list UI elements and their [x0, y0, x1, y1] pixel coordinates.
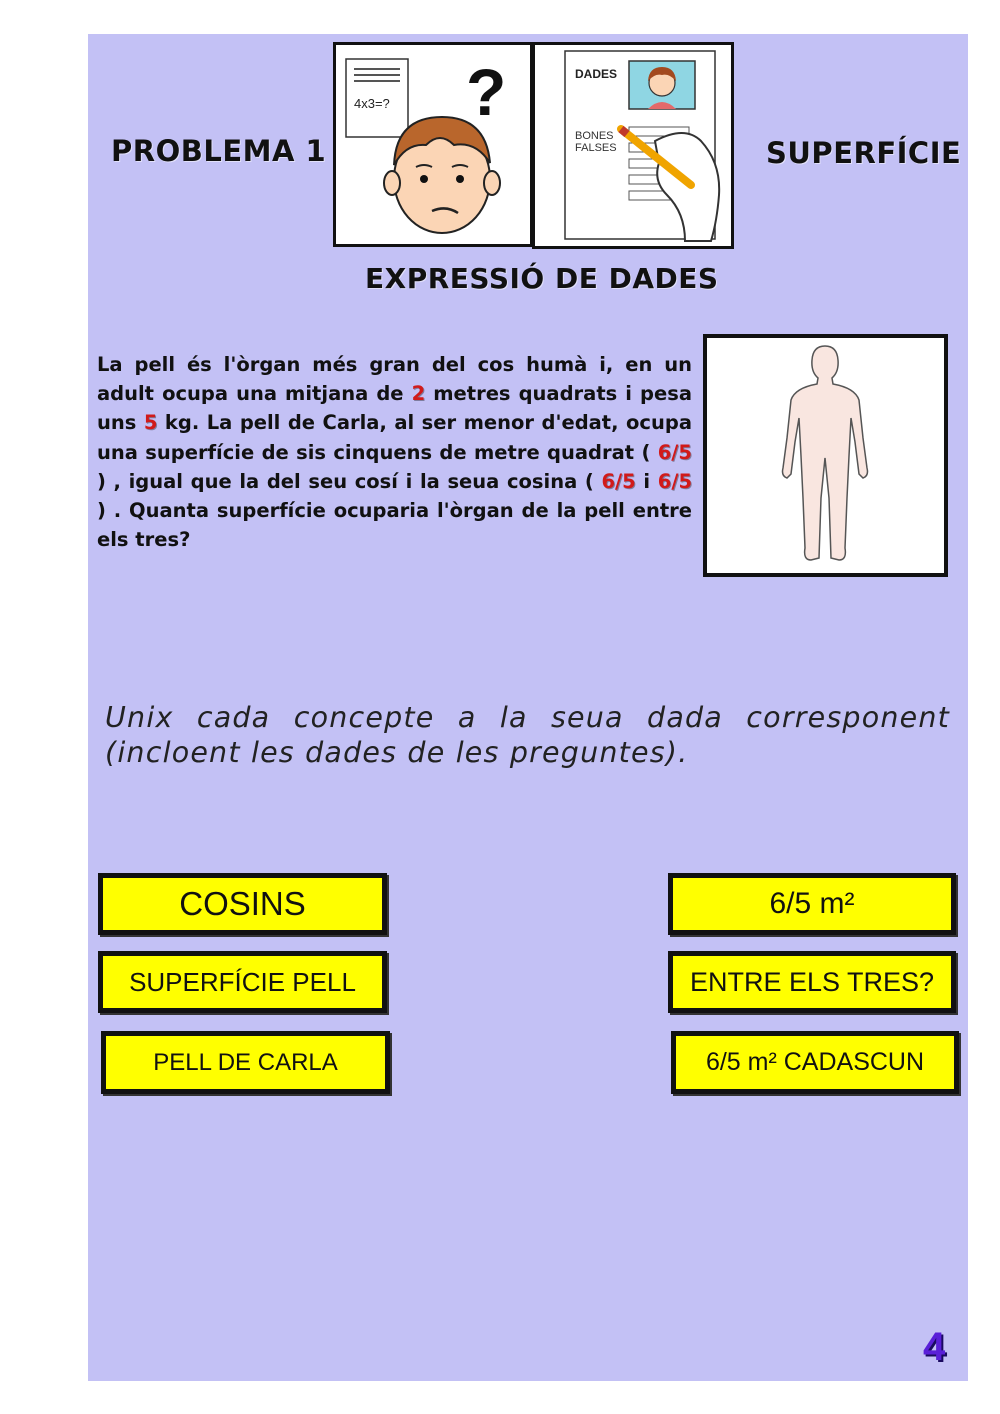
concept-label: PELL DE CARLA — [153, 1048, 338, 1076]
problem-text-2: metres quadrats i pesa uns — [97, 382, 692, 435]
problem-statement — [97, 350, 692, 554]
problem-text-4: ) , igual que la del seu cosí i la seua cosina ( — [97, 469, 602, 493]
problem-text-6: ) . Quanta superfície ocuparia l'òrgan de la pell entre els tres? — [97, 499, 692, 552]
topic-title: SUPERFÍCIE — [766, 136, 962, 170]
data-form-icon — [535, 45, 731, 246]
problem-text-5: i — [635, 469, 658, 493]
value-label: ENTRE ELS TRES? — [689, 966, 935, 997]
value-label: 6/5 m² — [769, 887, 855, 920]
paper-text: 4x3=? — [354, 96, 390, 111]
data-number-2: 2 — [411, 382, 426, 406]
value-label: 6/5 m² CADASCUN — [705, 1048, 925, 1076]
question-mark: ? — [466, 55, 507, 129]
section-subtitle: EXPRESSIÓ DE DADES — [365, 262, 719, 295]
form-line-1: BONES — [575, 130, 614, 142]
page-number: 4 — [923, 1325, 946, 1369]
value-card-6-5-m2-cadascun[interactable] — [671, 1031, 959, 1094]
data-fraction-cousin-1: 6/5 — [601, 469, 636, 493]
value-card-6-5-m2[interactable] — [668, 873, 956, 935]
concept-card-superficie-pell[interactable] — [98, 951, 387, 1013]
value-card-entre-els-tres[interactable] — [668, 951, 956, 1013]
problem-text-1: La pell és l'òrgan més gran del cos humà i, en un adult ocupa una mitjana de — [97, 353, 692, 406]
concept-label: COSINS — [179, 885, 306, 922]
form-title: DADES — [575, 67, 618, 81]
concept-card-cosins[interactable] — [98, 873, 387, 935]
data-fraction-cousin-2: 6/5 — [657, 469, 693, 493]
problem-text-3: kg. La pell de Carla, al ser menor d'edat, ocupa una superfície de sis cinquens de metre quadrat ( — [97, 411, 692, 464]
data-form-pictogram — [532, 42, 734, 249]
concept-card-pell-de-carla[interactable] — [101, 1031, 390, 1094]
problem-title: PROBLEMA 1 — [111, 134, 327, 168]
thinking-boy-icon — [336, 45, 530, 244]
data-number-5: 5 — [143, 411, 158, 435]
human-body-icon — [707, 338, 944, 573]
human-body-image — [703, 334, 948, 577]
form-line-2: FALSES — [575, 142, 617, 154]
data-fraction-carla: 6/5 — [657, 440, 692, 464]
instruction-text: Unix cada concepte a la seua dada corresponent (incloent les dades de les preguntes). — [105, 701, 950, 769]
thinking-boy-pictogram — [333, 42, 533, 247]
concept-label: SUPERFÍCIE PELL — [129, 966, 356, 997]
